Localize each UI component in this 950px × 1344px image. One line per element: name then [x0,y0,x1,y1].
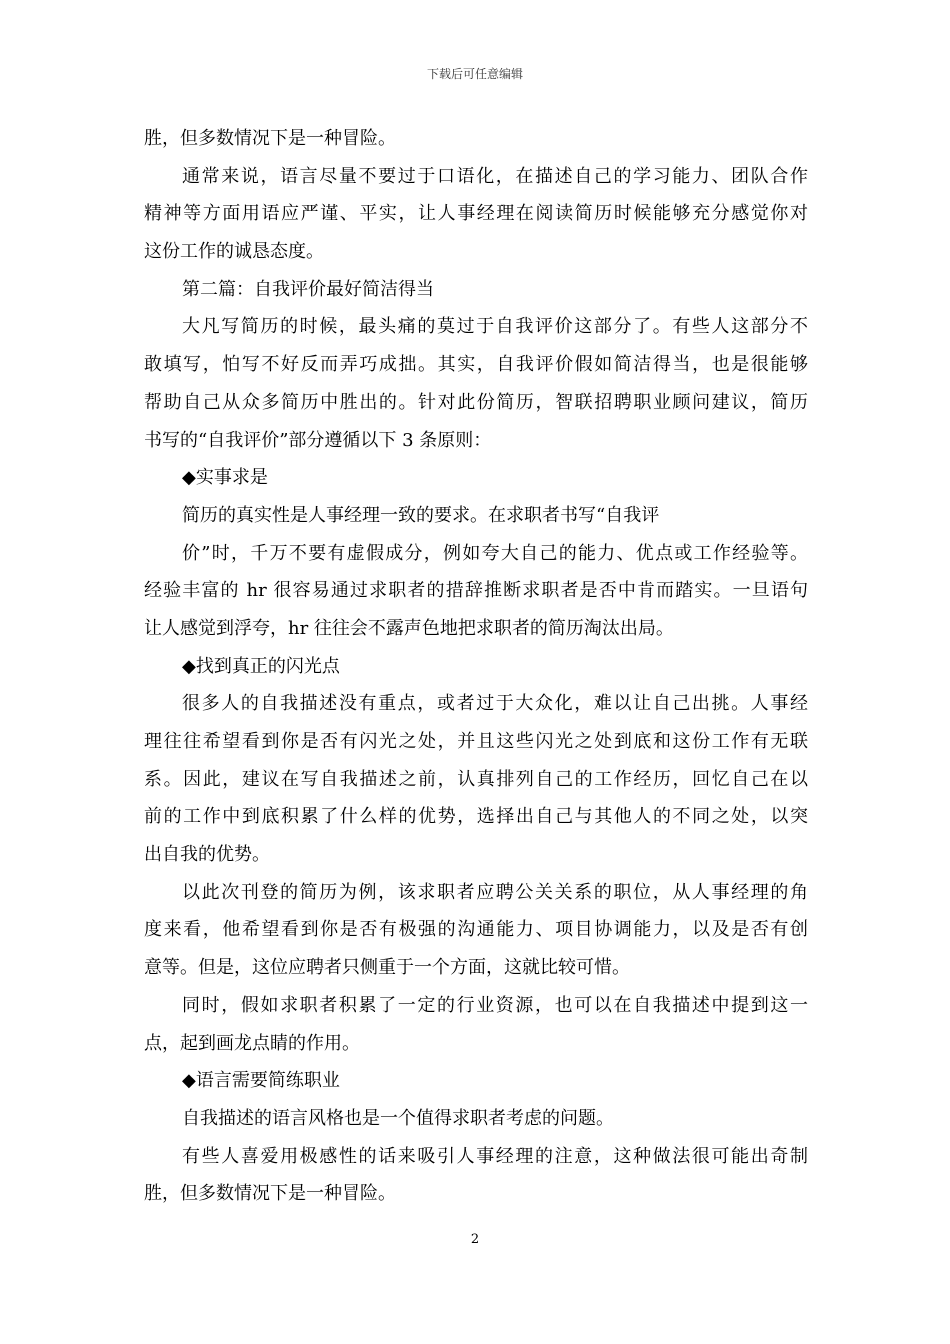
text-line: 自我描述的语言风格也是一个值得求职者考虑的问题。 [182,1107,614,1129]
text-line: 书写的“自我评价”部分遵循以下 3 条原则： [144,429,492,451]
text-line: 简历的真实性是人事经理一致的要求。在求职者书写“自我评 [182,504,660,526]
text-line: 这份工作的诚恳态度。 [144,241,324,263]
text-line: 系。因此，建议在写自我描述之前，认真排列自己的工作经历，回忆自己在以 [144,768,808,790]
text-line: ◆语言需要简练职业 [182,1070,340,1092]
text-line: 第二篇：自我评价最好简洁得当 [182,278,434,300]
page-number: 2 [470,1232,480,1247]
text-line: 点，起到画龙点睛的作用。 [144,1032,360,1054]
text-line: 度来看，他希望看到你是否有极强的沟通能力、项目协调能力，以及是否有创 [144,919,808,941]
text-line: 有些人喜爱用极感性的话来吸引人事经理的注意，这种做法很可能出奇制 [182,1145,808,1167]
text-line: 通常来说，语言尽量不要过于口语化，在描述自己的学习能力、团队合作 [182,165,808,187]
text-line: 大凡写简历的时候，最头痛的莫过于自我评价这部分了。有些人这部分不 [182,316,808,338]
text-line: ◆找到真正的闪光点 [182,655,340,677]
text-line: 前的工作中到底积累了什么样的优势，选择出自己与其他人的不同之处，以突 [144,806,808,828]
text-line: 精神等方面用语应严谨、平实，让人事经理在阅读简历时候能够充分感觉你对 [144,203,808,225]
text-line: 价”时，千万不要有虚假成分，例如夸大自己的能力、优点或工作经验等。 [182,542,808,564]
text-line: 同时，假如求职者积累了一定的行业资源，也可以在自我描述中提到这一 [182,994,808,1016]
document-body [144,120,808,1213]
text-line: 经验丰富的 hr 很容易通过求职者的措辞推断求职者是否中肯而踏实。一旦语句 [144,580,808,602]
text-line: 胜，但多数情况下是一种冒险。 [144,128,396,149]
text-line: 以此次刊登的简历为例，该求职者应聘公关关系的职位，从人事经理的角 [182,881,808,903]
text-line: 让人感觉到浮夸，hr 往往会不露声色地把求职者的简历淘汰出局。 [144,617,674,639]
text-line: 出自我的优势。 [144,844,270,866]
text-line: 敢填写，怕写不好反而弄巧成拙。其实，自我评价假如简洁得当，也是很能够 [144,354,808,376]
text-line: 理往往希望看到你是否有闪光之处，并且这些闪光之处到底和这份工作有无联 [144,731,808,752]
text-line: ◆实事求是 [182,467,268,489]
text-line: 很多人的自我描述没有重点，或者过于大众化，难以让自己出挑。人事经 [182,693,808,715]
text-line: 意等。但是，这位应聘者只侧重于一个方面，这就比较可惜。 [144,957,630,979]
text-line: 帮助自己从众多简历中胜出的。针对此份简历，智联招聘职业顾问建议，简历 [144,391,808,413]
page-header: 下载后可任意编辑 [426,67,523,81]
text-line: 胜，但多数情况下是一种冒险。 [144,1183,396,1205]
